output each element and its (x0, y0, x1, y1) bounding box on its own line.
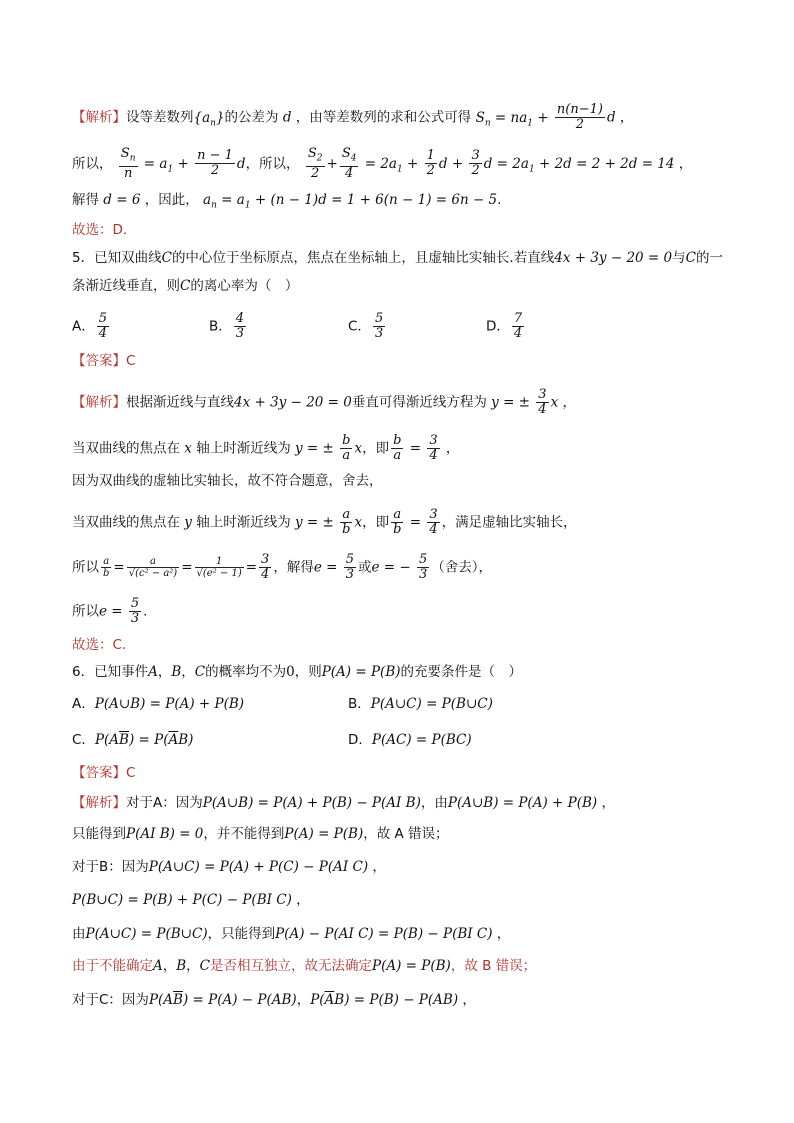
analysis-5-line-6: 所以e = $\frac{5}{3}$ . (72, 596, 148, 626)
select-answer-5: 故选：C. (72, 637, 127, 653)
analysis-6-line-1: 【解析】对于A：因为P(A∪B) = P(A) + P(B) − P(AI B)，由P(A∪B) = P(A) + P(B) ， (72, 795, 615, 811)
analysis-5-line-1: 【解析】根据渐近线与直线4x + 3y − 20 = 0垂直可得渐近线方程为 y = ± $\frac{3}{4}$ x ， (72, 387, 576, 417)
analysis-5-line-5: 所以 $\frac{a}{b}$ = $\frac{a}{\text{√(c² − a²)}}$ = $\frac{1}{\text{√(e² − 1)}}$ = $\frac{3}{4}$ ，解得e = $\frac{5}{3}$ 或e = − $\frac{5}{3}$ （舍去）， (72, 552, 493, 582)
question-5-line-1: 5．已知双曲线C的中心位于坐标原点，焦点在坐标轴上，且虚轴比实轴长.若直线4x + 3y − 20 = 0与C的一 (72, 250, 723, 266)
analysis-6-line-4: P(B∪C) = P(B) + P(C) − P(BI C) ， (72, 892, 310, 908)
select-answer-4: 故选：D. (72, 222, 128, 238)
analysis-line-1: 【解析】设等差数列$\{a_n\}$的公差为 d ，由等差数列的求和公式可得 $S_n = na_1$ + $\frac{n(n-1)}{2}$ d ， (72, 102, 634, 132)
analysis-6-line-2: 只能得到P(AI B) = 0，并不能得到P(A) = P(B)，故 A 错误； (72, 826, 449, 842)
analysis-line-2: 所以， $\frac{S_n}{n}$ = $a_1$ + $\frac{n - 1}{2}$ d，所以， $\frac{S_2}{2}$ + $\frac{S_4}{4}$ = $2a_1$ + $\frac{1}{2}$ d + $\frac{3}{2}$ $d = 2a_1 + 2d = 2 + 2d = 14$ ， (72, 146, 693, 181)
analysis-line-3: 解得 d = 6 ，因此， $a_n = a_1 + (n - 1)d = 1 + 6(n - 1) = 6n - 5$. (72, 192, 502, 211)
analysis-6-line-7: 对于C：因为$P(A\overline{B}) = P(A) - P(AB)$，$P(\overline{A}B) = P(B) - P(AB)$ ， (72, 992, 476, 1008)
analysis-tag: 【解析】 (72, 109, 126, 126)
answer-5: 【答案】C (72, 353, 136, 369)
question-6-options-row-1: A．P(A∪B) = P(A) + P(B) B．P(A∪C) = P(B∪C) (72, 696, 493, 712)
question-5-line-2: 条渐近线垂直，则C的离心率为（ ） (72, 278, 299, 294)
question-5-options: A． $\frac{5}{4}$ B． $\frac{4}{3}$ C． $\frac{5}{3}$ D． $\frac{7}{4}$ (72, 311, 523, 341)
analysis-5-line-3: 因为双曲线的虚轴比实轴长，故不符合题意，舍去， (72, 473, 383, 489)
analysis-5-line-4: 当双曲线的焦点在 y 轴上时渐近线为 y = ± $\frac{a}{b}$ x，即 $\frac{a}{b}$ = $\frac{3}{4}$ ，满足虚轴比实轴长， (72, 507, 577, 537)
question-6-options-row-2: C．$P(A\overline{B}) = P(\overline{A}B)$ D．P(AC) = P(BC) (72, 732, 472, 748)
answer-6: 【答案】C (72, 765, 136, 781)
analysis-5-line-2: 当双曲线的焦点在 x 轴上时渐近线为 y = ± $\frac{b}{a}$ x，即 $\frac{b}{a}$ = $\frac{3}{4}$ ， (72, 433, 460, 463)
question-6-line-1: 6．已知事件A，B，C的概率均不为0，则P(A) = P(B)的充要条件是（ ） (72, 664, 523, 680)
sum-formula-fraction: $\frac{n(n-1)}{2}$ (556, 102, 603, 132)
analysis-6-line-5: 由P(A∪C) = P(B∪C)，只能得到P(A) − P(AI C) = P(B) − P(BI C) ， (72, 926, 511, 942)
analysis-6-line-6: 由于不能确定A，B，C是否相互独立，故无法确定P(A) = P(B)，故 B 错误； (72, 958, 537, 974)
analysis-6-line-3: 对于B：因为P(A∪C) = P(A) + P(C) − P(AI C) ， (72, 859, 386, 875)
